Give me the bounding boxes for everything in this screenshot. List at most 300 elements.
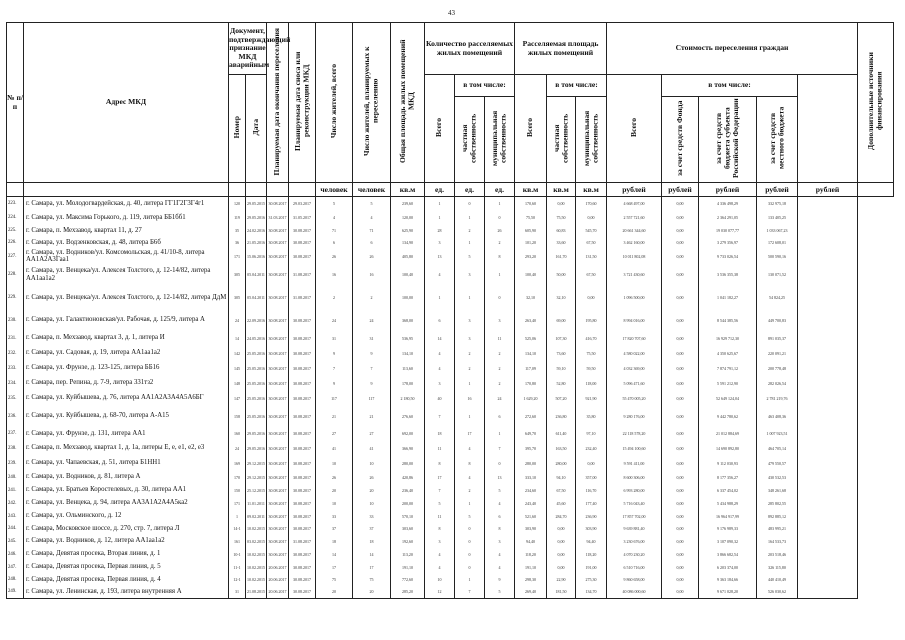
row-cell: 0,00 <box>662 264 699 286</box>
row-cell: 0,00 <box>662 331 699 346</box>
row-cell: 0 <box>455 197 485 211</box>
row-cell: 0,00 <box>662 548 699 561</box>
row-cell: 0,00 <box>662 574 699 586</box>
row-cell: 20 <box>353 586 391 599</box>
row-cell: 30.08.2017 <box>267 197 289 211</box>
row-cell: 521,60 <box>515 510 547 523</box>
row-cell: 200,00 <box>391 497 425 510</box>
row-cell: 29.05.2016 <box>246 211 267 225</box>
row-cell: 120,00 <box>391 211 425 225</box>
col-area-total: Всего <box>515 75 547 183</box>
row-cell: 50,00 <box>547 264 576 286</box>
row-cell: 236,90 <box>576 510 607 523</box>
row-cell <box>798 427 858 441</box>
row-cell: 52,80 <box>547 376 576 391</box>
row-cell: 9 <box>485 574 515 586</box>
row-cell: 119 <box>229 211 246 225</box>
row-cell: 3 721 430,60 <box>607 264 662 286</box>
row-cell: 20.06.2017 <box>267 574 289 586</box>
row-cell: 16 <box>316 264 353 286</box>
row-cell: 366,90 <box>391 441 425 456</box>
row-number: 225. <box>7 225 24 237</box>
row-cell: 1 <box>455 237 485 249</box>
row-number: 246. <box>7 548 24 561</box>
row-cell: 30.08.2017 <box>267 523 289 535</box>
row-cell <box>798 471 858 484</box>
row-cell: 463 408,36 <box>757 406 798 427</box>
row-cell: 30.08.2017 <box>289 497 316 510</box>
row-cell: 30.08.2017 <box>267 427 289 441</box>
row-cell: 41 <box>316 441 353 456</box>
row-cell: 2 <box>485 376 515 391</box>
row-cell: 2 <box>353 286 391 310</box>
row-cell <box>798 249 858 264</box>
row-cell: 130 071,52 <box>757 264 798 286</box>
row-cell: 1 <box>425 197 455 211</box>
row-cell: 11 <box>425 510 455 523</box>
row-cell: 1 007 923,51 <box>757 427 798 441</box>
row-cell: 75 <box>353 574 391 586</box>
row-cell: 10-1 <box>229 548 246 561</box>
row-cell: 357,00 <box>576 471 607 484</box>
row-cell <box>798 586 858 599</box>
row-cell: 9 639 881,40 <box>607 523 662 535</box>
row-cell: 3 <box>455 310 485 331</box>
row-cell: 9 <box>353 346 391 361</box>
row-cell: 31.03.2017 <box>267 211 289 225</box>
row-address: г. Самара, Девятая просека, Первая линия, д. 5 <box>24 561 229 574</box>
row-cell: 416,70 <box>576 331 607 346</box>
row-cell: 40 086 000,60 <box>607 586 662 599</box>
col-residents-planned: Число жителей, планируемых к переселению <box>353 23 391 183</box>
row-cell: 0 <box>455 548 485 561</box>
row-cell: 285,20 <box>391 586 425 599</box>
row-cell: 269,40 <box>515 586 547 599</box>
row-cell: 09.02.2011 <box>246 510 267 523</box>
row-cell: 3 462 160,00 <box>607 237 662 249</box>
row-cell: 24 <box>353 310 391 331</box>
row-cell: 9 860 658,00 <box>607 574 662 586</box>
row-address: г. Самара, п. Мехзавод, квартал 1, д. 1а, литеры Е, е, е1, е2, е3 <box>24 441 229 456</box>
row-cell: 75 <box>316 574 353 586</box>
row-cell: 17 <box>455 427 485 441</box>
row-cell: 30.08.2017 <box>267 286 289 310</box>
row-address: г. Самара, ул. Водзенковская, д. 48, литера Б6б <box>24 237 229 249</box>
row-cell: 33,60 <box>547 237 576 249</box>
row-cell: 35,80 <box>576 406 607 427</box>
row-cell: 2 180,50 <box>391 391 425 406</box>
row-cell: 368,00 <box>391 310 425 331</box>
row-cell: 150 <box>229 484 246 497</box>
row-cell <box>798 391 858 406</box>
row-number: 232. <box>7 346 24 361</box>
row-cell: 9 112 030,93 <box>699 456 757 471</box>
row-cell: 20.06.2017 <box>267 586 289 599</box>
row-cell: 14-1 <box>229 523 246 535</box>
row-cell: 0,00 <box>662 286 699 310</box>
row-cell: 0,00 <box>662 523 699 535</box>
table-body <box>7 197 894 599</box>
row-cell: 52 649 124,04 <box>699 391 757 406</box>
row-cell: 191,10 <box>391 561 425 574</box>
unit-cell: ед. <box>425 183 455 197</box>
row-cell: 479 550,57 <box>757 456 798 471</box>
row-cell: 22 118 578,20 <box>607 427 662 441</box>
row-number: 226. <box>7 237 24 249</box>
row-number: 239. <box>7 456 24 471</box>
col-local-budget: за счет средств местного бюджета <box>757 97 798 183</box>
row-cell: 7 <box>425 406 455 427</box>
row-cell: 0,00 <box>576 211 607 225</box>
row-cell: 101,20 <box>515 237 547 249</box>
row-cell: 891 035,37 <box>757 331 798 346</box>
row-cell: 100,40 <box>391 264 425 286</box>
row-cell: 500 590,16 <box>757 249 798 264</box>
row-cell: 14 <box>229 331 246 346</box>
row-cell: 7 <box>316 361 353 376</box>
unit-cell: кв.м <box>547 183 576 197</box>
row-cell: 30.08.2017 <box>289 237 316 249</box>
row-cell: 30.08.2017 <box>267 441 289 456</box>
row-cell: 16 <box>455 391 485 406</box>
row-cell: 649,70 <box>515 427 547 441</box>
units-row <box>7 183 894 197</box>
row-number: 235. <box>7 391 24 406</box>
row-cell: 19 030 077,77 <box>699 225 757 237</box>
row-cell: 5 <box>485 586 515 599</box>
row-address: г. Самара, ул. Венцека/ул. Алексея Толстого, д. 12-14/82, литера АА1аа1а2 <box>24 264 229 286</box>
row-cell: 0,00 <box>662 456 699 471</box>
row-cell: 3 536 355,38 <box>699 264 757 286</box>
row-address: г. Самара, Девятая просека, Первая линия, д. 4 <box>24 574 229 586</box>
col-planned-end: Планируемая дата окончания переселения <box>267 23 289 183</box>
row-cell: 24.05.2016 <box>246 331 267 346</box>
row-cell: 134,10 <box>391 346 425 361</box>
row-cell: 449 700,83 <box>757 310 798 331</box>
row-cell: 0,00 <box>662 376 699 391</box>
row-cell: 1 <box>425 286 455 310</box>
col-doc-date: Дата <box>246 75 267 183</box>
table-row <box>7 346 894 361</box>
row-cell: 164 533,73 <box>757 535 798 548</box>
row-cell <box>798 286 858 310</box>
row-cell: 6 203 374,00 <box>699 561 757 574</box>
row-cell: 326 115,80 <box>757 561 798 574</box>
row-cell: 14 <box>425 331 455 346</box>
row-cell: 3 <box>485 310 515 331</box>
row-address: г. Самара, ул. Водников/ул. Комсомольская, д. 41/10-8, литера АА1А2А3Гаа1 <box>24 249 229 264</box>
row-cell: 0,00 <box>662 427 699 441</box>
row-address: г. Самара, п. Мехзавод, квартал 11, д. 27 <box>24 225 229 237</box>
row-cell: 405,80 <box>391 249 425 264</box>
row-cell: 275,30 <box>576 574 607 586</box>
row-cell: 30.08.2017 <box>289 225 316 237</box>
row-cell: 31 <box>353 331 391 346</box>
col-qty-municipal: муниципальная собственность <box>485 97 515 183</box>
row-cell: 5 716 043,40 <box>607 497 662 510</box>
row-cell: 03.02.2015 <box>246 535 267 548</box>
row-cell: 73,60 <box>547 346 576 361</box>
row-cell: 3 230 676,00 <box>607 535 662 548</box>
row-address: г. Самара, Девятая просека, Вторая линия, д. 1 <box>24 548 229 561</box>
row-cell: 71 <box>353 225 391 237</box>
col-area-group: Расселяемая площадь жилых помещений <box>515 23 607 75</box>
row-cell: 25.05.2016 <box>246 361 267 376</box>
row-cell: 4 <box>425 361 455 376</box>
row-cell: 16 <box>353 264 391 286</box>
row-cell: 0,00 <box>547 548 576 561</box>
row-cell: 24 <box>229 310 246 331</box>
row-cell: 120 <box>229 197 246 211</box>
col-qty-private: частная собственность <box>455 97 485 183</box>
row-cell: 430 532,53 <box>757 471 798 484</box>
row-cell: 13 <box>425 249 455 264</box>
row-cell: 30.08.2017 <box>267 376 289 391</box>
row-cell: 9 591 411,00 <box>607 456 662 471</box>
row-number: 236. <box>7 406 24 427</box>
row-cell: 0,00 <box>662 561 699 574</box>
row-cell: 21 <box>353 406 391 427</box>
table-row <box>7 497 894 510</box>
row-address: г. Самара, ул. Ленинская, д. 193, литера внутренняя А <box>24 586 229 599</box>
row-cell <box>798 497 858 510</box>
row-cell: 303,90 <box>515 523 547 535</box>
row-cell: 8 <box>425 456 455 471</box>
row-cell: 1 <box>229 510 246 523</box>
row-cell: 692,00 <box>391 427 425 441</box>
row-address: г. Самара, ул. Венцека/ул. Алексея Толстого, д. 12-14/82, литера ДдМ <box>24 286 229 310</box>
row-cell: 24 <box>316 310 353 331</box>
row-cell: 10.02.2015 <box>246 548 267 561</box>
table-row <box>7 286 894 310</box>
col-total-area: Общая площадь жилых помещений МКД <box>391 23 425 183</box>
row-cell: 31.05.2017 <box>289 211 316 225</box>
row-cell: 32,10 <box>547 286 576 310</box>
table-row <box>7 456 894 471</box>
row-cell: 772,60 <box>391 574 425 586</box>
row-cell: 05.04.2011 <box>246 286 267 310</box>
row-cell: 177,40 <box>576 497 607 510</box>
row-cell: 181,50 <box>547 586 576 599</box>
row-cell: 27 <box>316 427 353 441</box>
page-number: 43 <box>448 9 455 17</box>
row-cell: 3 <box>425 237 455 249</box>
row-cell: 18 <box>316 535 353 548</box>
col-fund: за счет средств Фонда <box>662 97 699 183</box>
table-row <box>7 331 894 346</box>
row-cell: 30.08.2017 <box>267 471 289 484</box>
unit-cell: рублей <box>699 183 757 197</box>
unit-cell: кв.м <box>576 183 607 197</box>
row-cell: 9 <box>316 376 353 391</box>
row-cell: 100,40 <box>515 264 547 286</box>
row-cell: 1 <box>455 574 485 586</box>
unit-cell: рублей <box>798 183 858 197</box>
row-cell: 30.08.2017 <box>289 361 316 376</box>
row-cell: 40 <box>425 391 455 406</box>
row-cell <box>798 376 858 391</box>
row-cell: 29.03.2017 <box>289 197 316 211</box>
row-cell <box>798 535 858 548</box>
row-cell: 5 434 988,29 <box>699 497 757 510</box>
row-cell: 24 <box>485 391 515 406</box>
row-cell: 9 <box>316 346 353 361</box>
row-cell: 26 <box>485 225 515 237</box>
row-cell: 483 995,21 <box>757 523 798 535</box>
row-cell: 9 <box>353 376 391 391</box>
row-cell <box>798 548 858 561</box>
row-cell: 14 <box>316 548 353 561</box>
row-cell: 2 364 291,05 <box>699 211 757 225</box>
row-cell: 4 <box>485 548 515 561</box>
row-cell: 0 <box>455 561 485 574</box>
row-cell: 232,40 <box>576 441 607 456</box>
row-cell: 29.05.2016 <box>246 427 267 441</box>
row-cell: 4 668 497,00 <box>607 197 662 211</box>
row-cell: 6 337 454,02 <box>699 484 757 497</box>
col-qty-group: Количество расселяемых жилых помещений <box>425 23 515 75</box>
row-number: 242. <box>7 497 24 510</box>
row-cell: 31 <box>229 586 246 599</box>
row-cell: 161,70 <box>547 249 576 264</box>
table-row <box>7 561 894 574</box>
row-cell: 20 661 344,60 <box>607 225 662 237</box>
row-cell: 59,50 <box>576 361 607 376</box>
row-cell: 30.08.2017 <box>289 586 316 599</box>
row-cell: 280,00 <box>547 456 576 471</box>
row-cell <box>798 225 858 237</box>
row-cell: 0,00 <box>576 286 607 310</box>
row-cell <box>798 264 858 286</box>
row-cell: 0,00 <box>662 535 699 548</box>
row-cell: 545,70 <box>576 225 607 237</box>
table-row <box>7 535 894 548</box>
table-row <box>7 361 894 376</box>
row-cell: 161 <box>229 535 246 548</box>
row-number: 240. <box>7 471 24 484</box>
row-cell: 172 608,01 <box>757 237 798 249</box>
row-number: 237. <box>7 427 24 441</box>
row-cell: 31 <box>316 331 353 346</box>
row-cell: 30.08.2017 <box>289 484 316 497</box>
row-cell: 30.08.2017 <box>267 456 289 471</box>
row-cell <box>798 237 858 249</box>
row-number: 241. <box>7 484 24 497</box>
row-cell: 6 <box>425 310 455 331</box>
row-cell: 30.06.2017 <box>267 548 289 561</box>
row-cell: 94,10 <box>547 471 576 484</box>
row-number: 223. <box>7 197 24 211</box>
row-cell: 25.05.2016 <box>246 391 267 406</box>
row-cell: 243,40 <box>515 497 547 510</box>
row-cell: 94,40 <box>576 535 607 548</box>
row-number: 234. <box>7 376 24 391</box>
table-row <box>7 548 894 561</box>
row-cell: 8 177 356,27 <box>699 471 757 484</box>
row-cell: 29.12.2015 <box>246 456 267 471</box>
row-cell: 55 470 005,20 <box>607 391 662 406</box>
row-cell: 160 <box>229 427 246 441</box>
row-cell: 4 <box>425 264 455 286</box>
row-cell: 9 280 176,00 <box>607 406 662 427</box>
unit-cell <box>858 183 894 197</box>
row-cell: 5 <box>485 484 515 497</box>
row-cell: 10 <box>353 456 391 471</box>
col-additional: Дополнительные источники финансирования <box>858 23 894 183</box>
row-cell: 4 <box>485 497 515 510</box>
row-cell: 1 <box>425 211 455 225</box>
col-residents-total: Число жителей, всего <box>316 23 353 183</box>
row-cell: 22,90 <box>547 574 576 586</box>
row-cell: 303,90 <box>576 523 607 535</box>
row-cell: 171 <box>229 497 246 510</box>
col-subject-budget: за счет средств бюджета субъекта Российской Федерации <box>699 97 757 183</box>
row-number: 230. <box>7 310 24 331</box>
row-cell <box>798 484 858 497</box>
row-cell: 118,20 <box>515 548 547 561</box>
row-cell: 18 <box>425 427 455 441</box>
table-row <box>7 391 894 406</box>
row-cell: 200 778,48 <box>757 361 798 376</box>
row-cell: 30.08.2017 <box>289 456 316 471</box>
row-cell: 2 <box>455 225 485 237</box>
row-cell: 333,10 <box>515 471 547 484</box>
row-cell: 464 705,14 <box>757 441 798 456</box>
row-cell: 611,40 <box>547 427 576 441</box>
row-cell: 25.05.2016 <box>246 346 267 361</box>
row-cell: 0,00 <box>547 197 576 211</box>
row-cell: 100,00 <box>391 286 425 310</box>
row-cell: 7 874 791,12 <box>699 361 757 376</box>
row-cell: 30.08.2017 <box>289 406 316 427</box>
row-cell: 33 <box>316 510 353 523</box>
row-cell: 15 494 100,60 <box>607 441 662 456</box>
unit-cell: рублей <box>607 183 662 197</box>
row-cell: 30.08.2017 <box>267 484 289 497</box>
row-cell: 440 410,49 <box>757 574 798 586</box>
row-cell: 4 580 022,00 <box>607 346 662 361</box>
row-number: 243. <box>7 510 24 523</box>
row-cell: 3 <box>425 535 455 548</box>
row-cell: 26 <box>316 249 353 264</box>
row-cell: 236,40 <box>391 484 425 497</box>
row-number: 227. <box>7 249 24 264</box>
row-cell <box>798 211 858 225</box>
row-cell: 147 <box>229 391 246 406</box>
row-cell: 280,00 <box>391 456 425 471</box>
row-cell: 195,80 <box>576 310 607 331</box>
row-cell: 178,00 <box>391 376 425 391</box>
row-address: г. Самара, ул. Братьев Коростелевых, д. 30, литера АА1 <box>24 484 229 497</box>
row-cell: 236,80 <box>547 406 576 427</box>
row-cell: 4 <box>425 548 455 561</box>
row-cell: 293,20 <box>515 249 547 264</box>
row-cell: 12 <box>425 586 455 599</box>
row-cell: 0,00 <box>662 441 699 456</box>
row-cell: 1 629,20 <box>515 391 547 406</box>
resettlement-table <box>6 22 894 599</box>
row-cell: 30.08.2017 <box>289 310 316 331</box>
row-cell: 8 <box>485 523 515 535</box>
row-number: 245. <box>7 535 24 548</box>
table-row <box>7 406 894 427</box>
table-row <box>7 225 894 237</box>
row-cell: 116,70 <box>576 484 607 497</box>
row-cell: 3 <box>455 331 485 346</box>
row-cell: 0,00 <box>662 497 699 510</box>
row-cell: 8 994 016,00 <box>607 310 662 331</box>
row-cell: 2 557 721,60 <box>607 211 662 225</box>
